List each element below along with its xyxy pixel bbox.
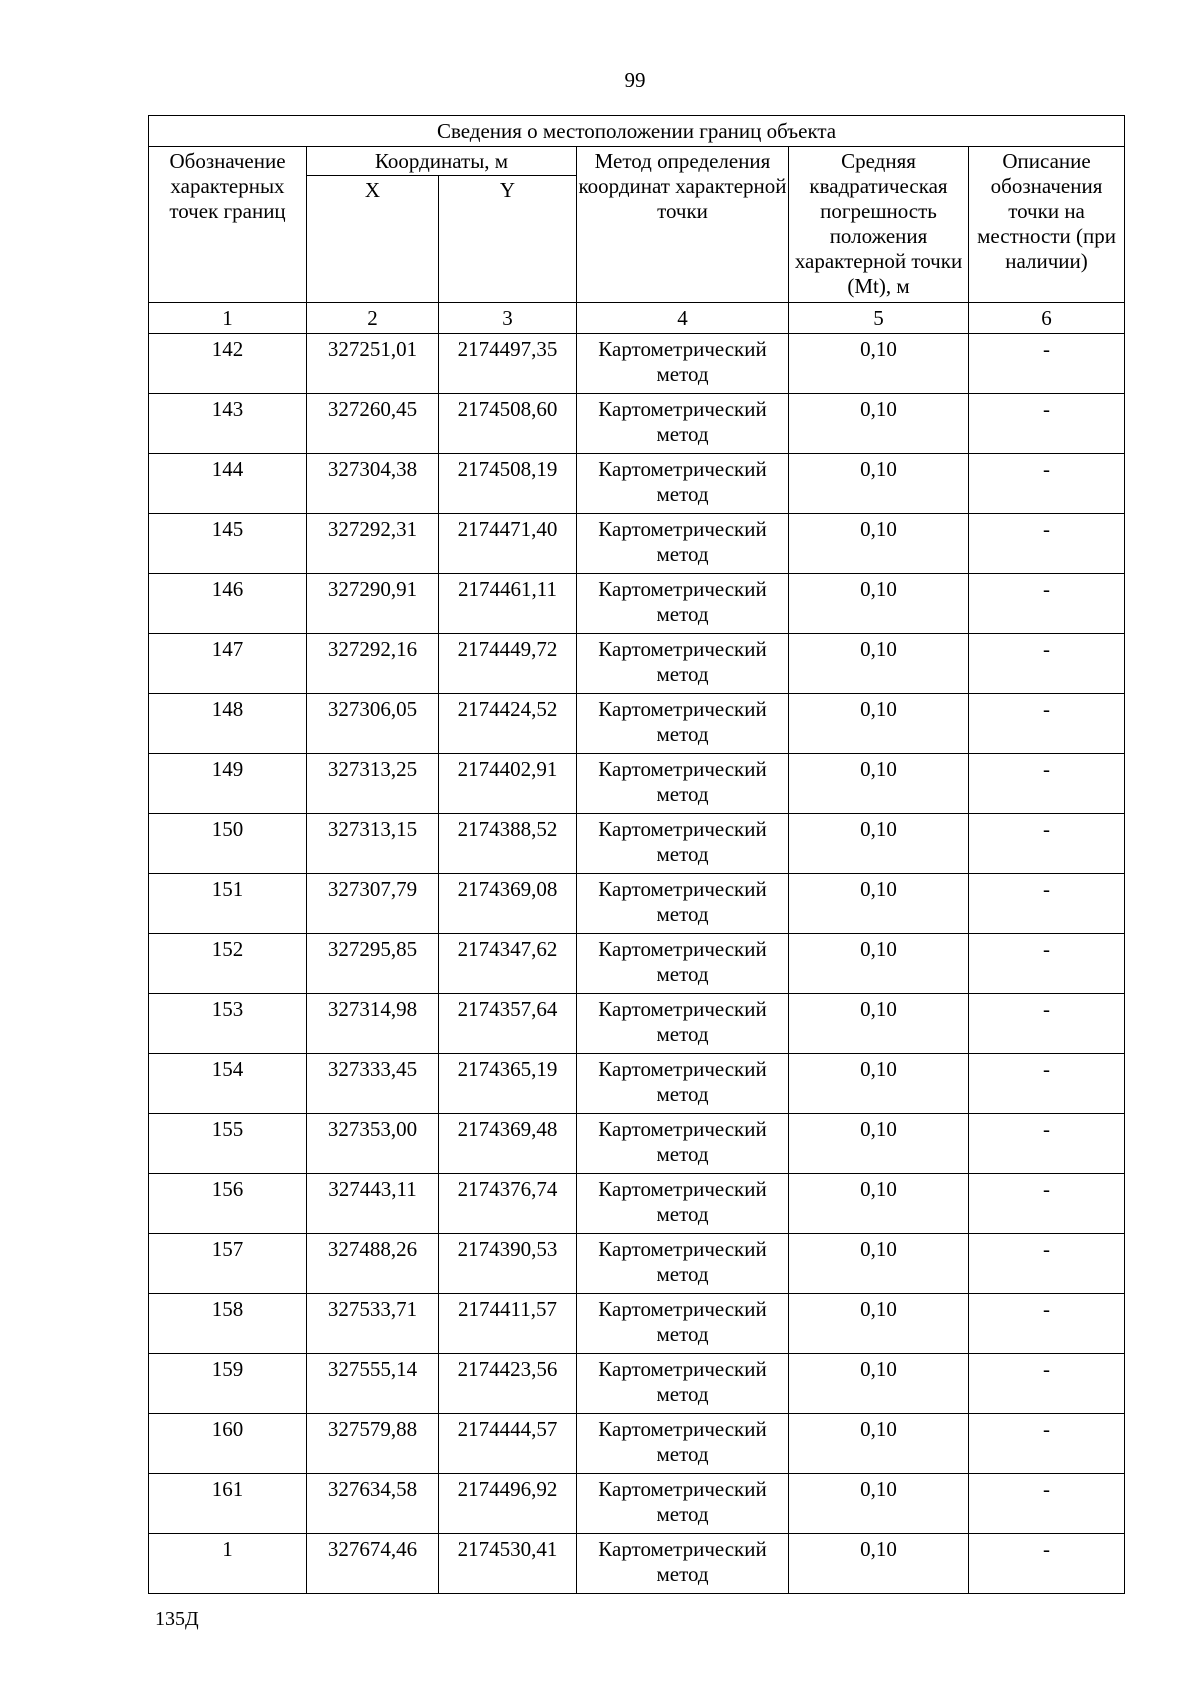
cell-y: 2174449,72 xyxy=(439,634,577,694)
cell-point: 153 xyxy=(149,994,307,1054)
cell-x: 327290,91 xyxy=(307,574,439,634)
cell-error: 0,10 xyxy=(789,454,969,514)
boundary-coordinates-table xyxy=(148,115,1125,1594)
table-row xyxy=(149,994,1125,1054)
cell-point: 1 xyxy=(149,1534,307,1594)
cell-y: 2174444,57 xyxy=(439,1414,577,1474)
cell-error: 0,10 xyxy=(789,394,969,454)
cell-point: 160 xyxy=(149,1414,307,1474)
cell-x: 327295,85 xyxy=(307,934,439,994)
cell-description: - xyxy=(969,874,1125,934)
cell-x: 327304,38 xyxy=(307,454,439,514)
cell-point: 144 xyxy=(149,454,307,514)
cell-x: 327443,11 xyxy=(307,1174,439,1234)
cell-description: - xyxy=(969,1474,1125,1534)
cell-error: 0,10 xyxy=(789,1474,969,1534)
table-row xyxy=(149,1174,1125,1234)
table-row xyxy=(149,1234,1125,1294)
cell-method: Картометрический метод xyxy=(577,934,789,994)
cell-point: 146 xyxy=(149,574,307,634)
cell-point: 156 xyxy=(149,1174,307,1234)
cell-point: 143 xyxy=(149,394,307,454)
cell-point: 149 xyxy=(149,754,307,814)
header-x: X xyxy=(307,176,439,303)
cell-description: - xyxy=(969,814,1125,874)
header-y: Y xyxy=(439,176,577,303)
cell-method: Картометрический метод xyxy=(577,1354,789,1414)
table-title: Сведения о местоположении границ объекта xyxy=(149,116,1125,147)
table-body xyxy=(149,334,1125,1594)
cell-y: 2174497,35 xyxy=(439,334,577,394)
table-row xyxy=(149,814,1125,874)
cell-point: 157 xyxy=(149,1234,307,1294)
cell-x: 327292,16 xyxy=(307,634,439,694)
cell-error: 0,10 xyxy=(789,874,969,934)
cell-method: Картометрический метод xyxy=(577,394,789,454)
cell-method: Картометрический метод xyxy=(577,634,789,694)
column-number: 2 xyxy=(307,303,439,334)
cell-point: 142 xyxy=(149,334,307,394)
cell-method: Картометрический метод xyxy=(577,874,789,934)
cell-error: 0,10 xyxy=(789,694,969,754)
cell-description: - xyxy=(969,394,1125,454)
cell-error: 0,10 xyxy=(789,574,969,634)
cell-description: - xyxy=(969,1054,1125,1114)
cell-error: 0,10 xyxy=(789,814,969,874)
cell-method: Картометрический метод xyxy=(577,1474,789,1534)
cell-x: 327313,25 xyxy=(307,754,439,814)
cell-y: 2174508,60 xyxy=(439,394,577,454)
cell-error: 0,10 xyxy=(789,1414,969,1474)
cell-method: Картометрический метод xyxy=(577,1114,789,1174)
cell-error: 0,10 xyxy=(789,1114,969,1174)
cell-x: 327260,45 xyxy=(307,394,439,454)
cell-y: 2174388,52 xyxy=(439,814,577,874)
table-row xyxy=(149,1354,1125,1414)
column-number: 5 xyxy=(789,303,969,334)
cell-method: Картометрический метод xyxy=(577,1294,789,1354)
cell-x: 327579,88 xyxy=(307,1414,439,1474)
cell-description: - xyxy=(969,1234,1125,1294)
cell-y: 2174365,19 xyxy=(439,1054,577,1114)
cell-method: Картометрический метод xyxy=(577,454,789,514)
cell-point: 150 xyxy=(149,814,307,874)
cell-error: 0,10 xyxy=(789,994,969,1054)
cell-point: 161 xyxy=(149,1474,307,1534)
table-row xyxy=(149,874,1125,934)
column-number: 4 xyxy=(577,303,789,334)
cell-error: 0,10 xyxy=(789,1054,969,1114)
cell-description: - xyxy=(969,1414,1125,1474)
column-number: 6 xyxy=(969,303,1125,334)
cell-point: 147 xyxy=(149,634,307,694)
table-row xyxy=(149,1114,1125,1174)
cell-method: Картометрический метод xyxy=(577,994,789,1054)
cell-point: 151 xyxy=(149,874,307,934)
cell-y: 2174411,57 xyxy=(439,1294,577,1354)
table-row xyxy=(149,394,1125,454)
cell-method: Картометрический метод xyxy=(577,1054,789,1114)
cell-error: 0,10 xyxy=(789,334,969,394)
cell-description: - xyxy=(969,934,1125,994)
cell-point: 154 xyxy=(149,1054,307,1114)
cell-y: 2174369,08 xyxy=(439,874,577,934)
table-row xyxy=(149,634,1125,694)
column-numbers-row xyxy=(149,303,1125,334)
cell-description: - xyxy=(969,1294,1125,1354)
cell-error: 0,10 xyxy=(789,634,969,694)
cell-y: 2174424,52 xyxy=(439,694,577,754)
cell-x: 327307,79 xyxy=(307,874,439,934)
cell-method: Картометрический метод xyxy=(577,1174,789,1234)
cell-method: Картометрический метод xyxy=(577,514,789,574)
cell-description: - xyxy=(969,634,1125,694)
cell-y: 2174461,11 xyxy=(439,574,577,634)
header-error: Средняя квадратическая погрешность положения характерной точки (Mt), м xyxy=(789,147,969,303)
cell-x: 327314,98 xyxy=(307,994,439,1054)
cell-method: Картометрический метод xyxy=(577,334,789,394)
cell-y: 2174347,62 xyxy=(439,934,577,994)
cell-x: 327292,31 xyxy=(307,514,439,574)
cell-error: 0,10 xyxy=(789,934,969,994)
cell-y: 2174357,64 xyxy=(439,994,577,1054)
cell-description: - xyxy=(969,694,1125,754)
table-row xyxy=(149,754,1125,814)
table-row xyxy=(149,1294,1125,1354)
cell-error: 0,10 xyxy=(789,514,969,574)
table-row xyxy=(149,514,1125,574)
cell-y: 2174369,48 xyxy=(439,1114,577,1174)
table-row xyxy=(149,574,1125,634)
page-number: 99 xyxy=(624,68,646,92)
cell-method: Картометрический метод xyxy=(577,1414,789,1474)
cell-description: - xyxy=(969,514,1125,574)
cell-y: 2174376,74 xyxy=(439,1174,577,1234)
cell-point: 155 xyxy=(149,1114,307,1174)
cell-x: 327251,01 xyxy=(307,334,439,394)
cell-description: - xyxy=(969,1174,1125,1234)
cell-error: 0,10 xyxy=(789,1174,969,1234)
cell-method: Картометрический метод xyxy=(577,694,789,754)
cell-x: 327533,71 xyxy=(307,1294,439,1354)
cell-point: 158 xyxy=(149,1294,307,1354)
cell-point: 152 xyxy=(149,934,307,994)
cell-description: - xyxy=(969,574,1125,634)
table-row xyxy=(149,1414,1125,1474)
cell-x: 327313,15 xyxy=(307,814,439,874)
cell-method: Картометрический метод xyxy=(577,754,789,814)
cell-x: 327353,00 xyxy=(307,1114,439,1174)
header-coords: Координаты, м xyxy=(307,147,577,176)
table-row xyxy=(149,334,1125,394)
cell-y: 2174508,19 xyxy=(439,454,577,514)
cell-y: 2174423,56 xyxy=(439,1354,577,1414)
cell-description: - xyxy=(969,454,1125,514)
table-row xyxy=(149,1534,1125,1594)
footer-code: 135Д xyxy=(155,1608,199,1630)
table-row xyxy=(149,1474,1125,1534)
cell-description: - xyxy=(969,1114,1125,1174)
cell-point: 159 xyxy=(149,1354,307,1414)
header-description: Описание обозначения точки на местности (при наличии) xyxy=(969,147,1125,303)
cell-error: 0,10 xyxy=(789,754,969,814)
cell-description: - xyxy=(969,754,1125,814)
header-point: Обозначение характерных точек границ xyxy=(149,147,307,303)
cell-error: 0,10 xyxy=(789,1234,969,1294)
cell-error: 0,10 xyxy=(789,1354,969,1414)
cell-description: - xyxy=(969,1354,1125,1414)
cell-method: Картометрический метод xyxy=(577,1534,789,1594)
cell-error: 0,10 xyxy=(789,1534,969,1594)
cell-description: - xyxy=(969,1534,1125,1594)
table-row xyxy=(149,694,1125,754)
column-number: 1 xyxy=(149,303,307,334)
cell-method: Картометрический метод xyxy=(577,574,789,634)
table-row xyxy=(149,454,1125,514)
cell-description: - xyxy=(969,334,1125,394)
cell-x: 327306,05 xyxy=(307,694,439,754)
cell-point: 145 xyxy=(149,514,307,574)
cell-method: Картометрический метод xyxy=(577,1234,789,1294)
table-row xyxy=(149,934,1125,994)
cell-error: 0,10 xyxy=(789,1294,969,1354)
column-number: 3 xyxy=(439,303,577,334)
cell-y: 2174390,53 xyxy=(439,1234,577,1294)
cell-y: 2174471,40 xyxy=(439,514,577,574)
cell-x: 327634,58 xyxy=(307,1474,439,1534)
cell-x: 327488,26 xyxy=(307,1234,439,1294)
cell-description: - xyxy=(969,994,1125,1054)
cell-y: 2174530,41 xyxy=(439,1534,577,1594)
cell-point: 148 xyxy=(149,694,307,754)
header-method: Метод определения координат характерной точки xyxy=(577,147,789,303)
cell-method: Картометрический метод xyxy=(577,814,789,874)
cell-x: 327333,45 xyxy=(307,1054,439,1114)
cell-x: 327555,14 xyxy=(307,1354,439,1414)
table-row xyxy=(149,1054,1125,1114)
cell-y: 2174402,91 xyxy=(439,754,577,814)
cell-y: 2174496,92 xyxy=(439,1474,577,1534)
cell-x: 327674,46 xyxy=(307,1534,439,1594)
